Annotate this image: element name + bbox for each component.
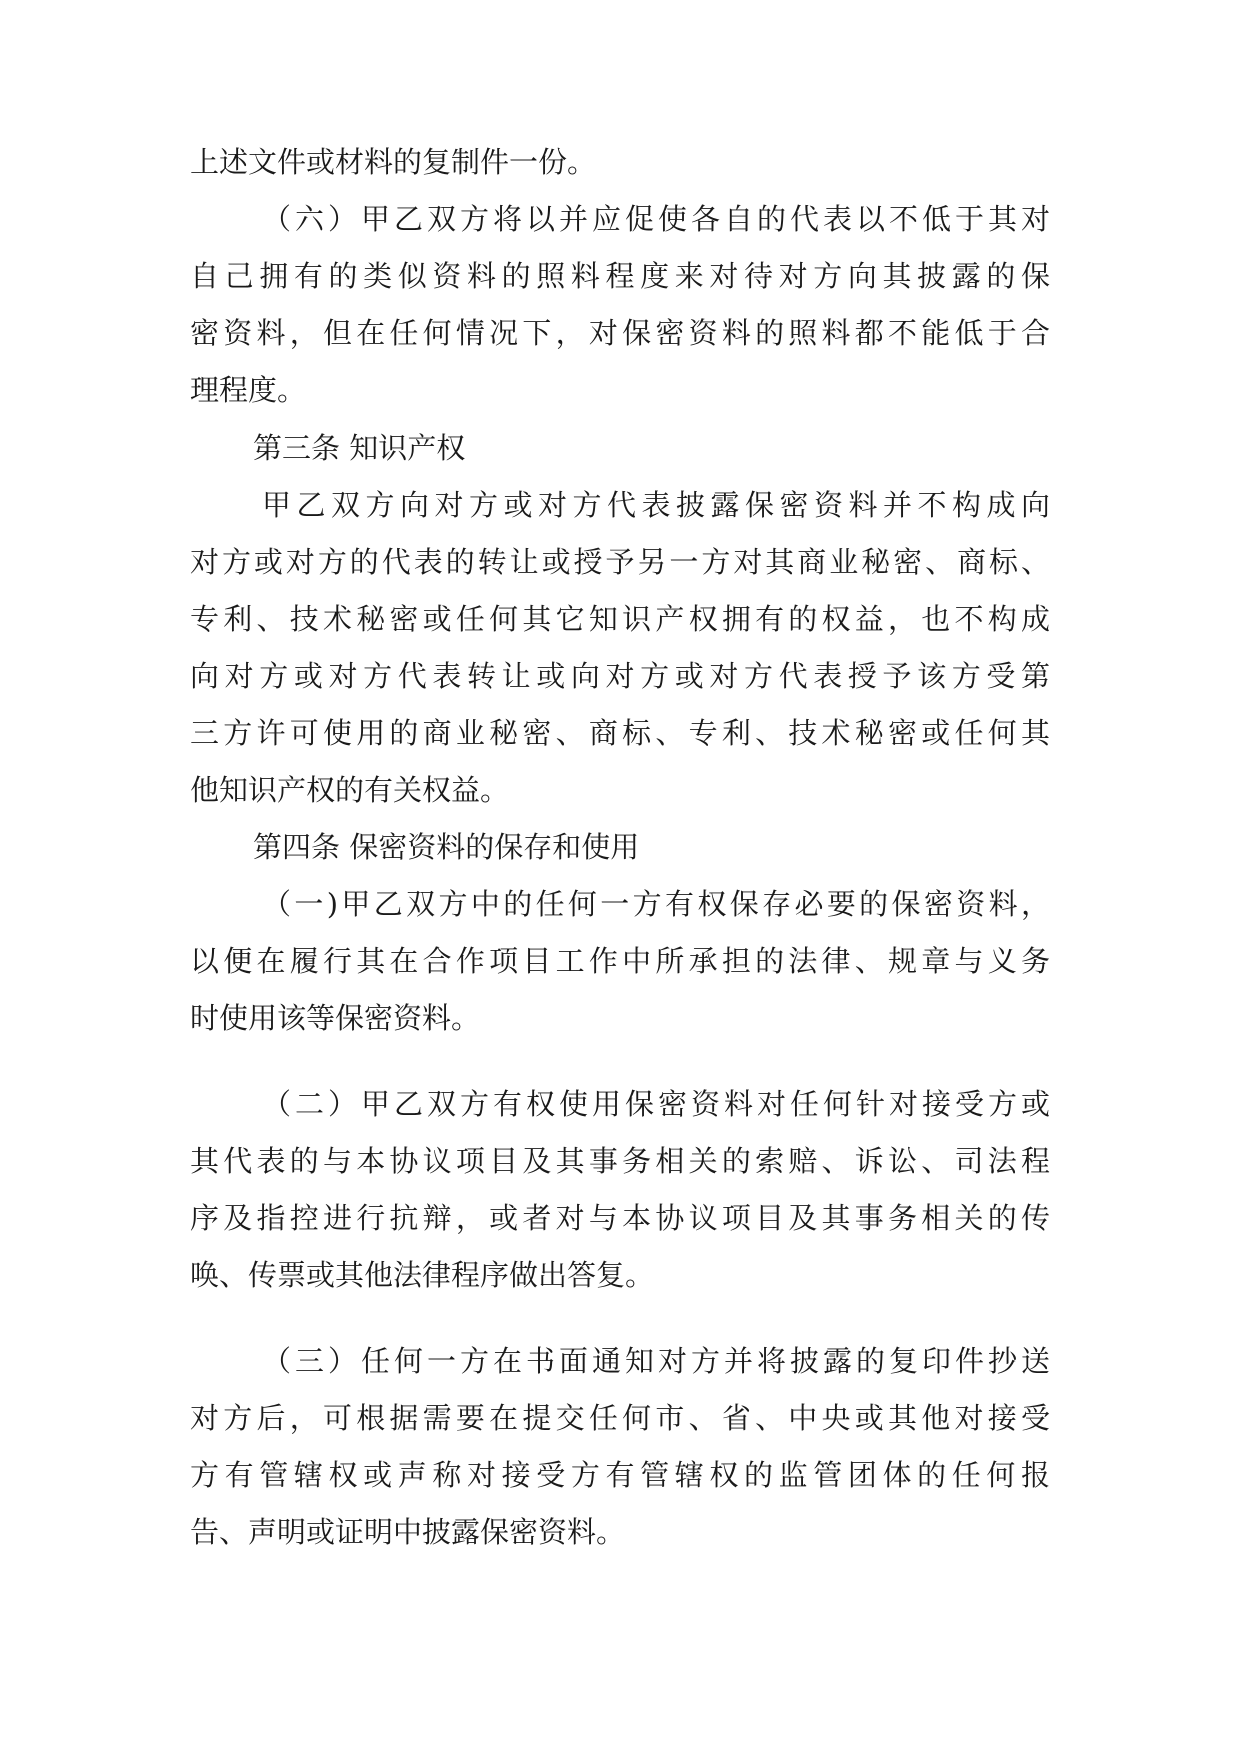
text-line: 序及指控进行抗辩，或者对与本协议项目及其事务相关的传 [190, 1201, 1050, 1235]
text-line: 上述文件或材料的复制件一份。 [190, 145, 597, 179]
text-line: 三方许可使用的商业秘密、商标、专利、技术秘密或任何其 [190, 716, 1050, 750]
section-heading: 第三条 知识产权 [253, 431, 466, 465]
text-line: 以便在履行其在合作项目工作中所承担的法律、规章与义务 [190, 944, 1050, 978]
section-heading: 第四条 保密资料的保存和使用 [253, 830, 640, 864]
text-line: （二）甲乙双方有权使用保密资料对任何针对接受方或 [262, 1087, 1050, 1121]
text-line: 对方后，可根据需要在提交任何市、省、中央或其他对接受 [190, 1401, 1050, 1435]
text-line: 向对方或对方代表转让或向对方或对方代表授予该方受第 [190, 659, 1050, 693]
text-line: 他知识产权的有关权益。 [190, 773, 510, 807]
text-line: （三）任何一方在书面通知对方并将披露的复印件抄送 [262, 1344, 1050, 1378]
text-line: （一)甲乙双方中的任何一方有权保存必要的保密资料， [262, 887, 1050, 921]
text-line: 密资料，但在任何情况下，对保密资料的照料都不能低于合 [190, 316, 1050, 350]
text-line: 告、声明或证明中披露保密资料。 [190, 1515, 626, 1549]
text-line: 理程度。 [190, 373, 307, 407]
text-line: 其代表的与本协议项目及其事务相关的索赔、诉讼、司法程 [190, 1144, 1050, 1178]
text-line: （六）甲乙双方将以并应促使各自的代表以不低于其对 [262, 202, 1050, 236]
text-line: 自己拥有的类似资料的照料程度来对待对方向其披露的保 [190, 259, 1050, 293]
text-line: 对方或对方的代表的转让或授予另一方对其商业秘密、商标、 [190, 545, 1050, 579]
text-line: 专利、技术秘密或任何其它知识产权拥有的权益，也不构成 [190, 602, 1050, 636]
text-line: 方有管辖权或声称对接受方有管辖权的监管团体的任何报 [190, 1458, 1050, 1492]
text-line: 唤、传票或其他法律程序做出答复。 [190, 1258, 655, 1292]
text-line: 甲乙双方向对方或对方代表披露保密资料并不构成向 [262, 488, 1050, 522]
text-line: 时使用该等保密资料。 [190, 1001, 481, 1035]
